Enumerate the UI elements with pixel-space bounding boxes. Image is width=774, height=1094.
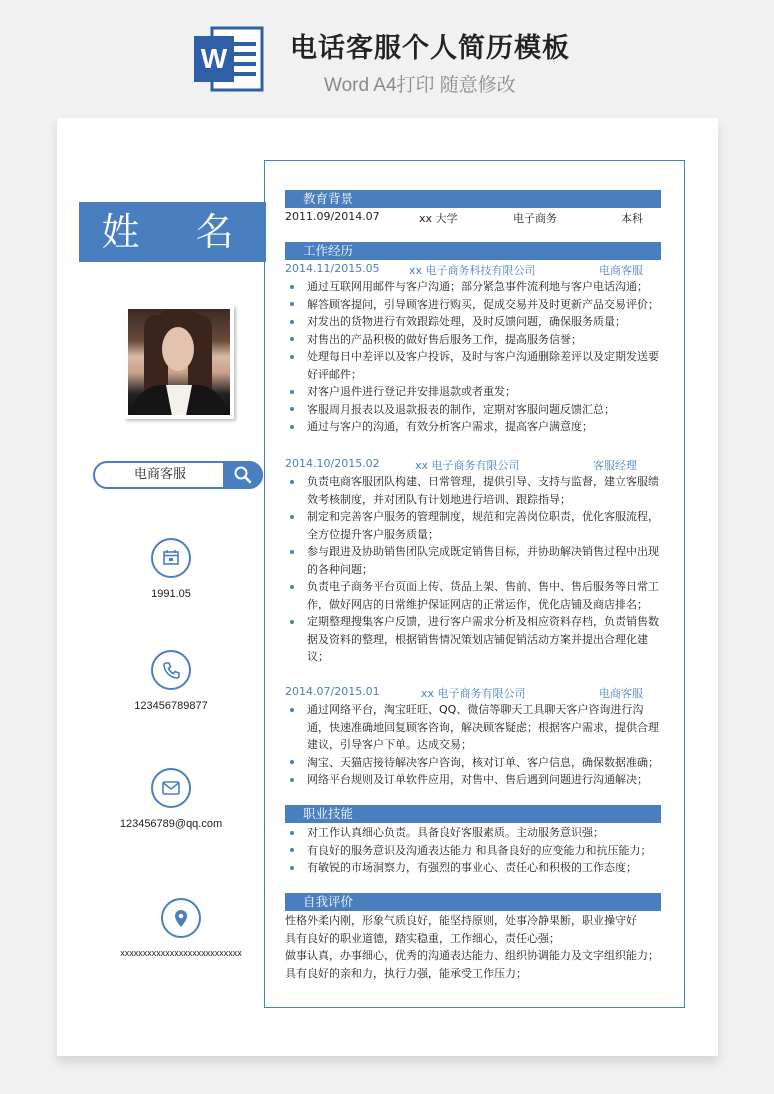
education-degree: 本科 — [621, 212, 643, 225]
job-role: 电商客服 — [599, 264, 643, 277]
education-school: xx 大学 — [419, 212, 458, 225]
list-item: 有良好的服务意识及沟通表达能力 和具备良好的应变能力和抗压能力； — [285, 842, 665, 860]
search-icon — [223, 461, 263, 489]
list-item: 参与跟进及协助销售团队完成既定销售目标，并协助解决销售过程中出现的各种问题； — [285, 543, 665, 578]
self-eval-text — [285, 912, 665, 982]
self-eval-line: 具有良好的职业道德，踏实稳重，工作细心，责任心强； — [285, 931, 560, 945]
list-item: 通过与客户的沟通，有效分析客户需求，提高客户满意度； — [285, 418, 665, 436]
job-role: 客服经理 — [593, 459, 637, 472]
job-title-box — [93, 461, 263, 489]
profile-photo — [124, 305, 234, 419]
education-period: 2011.09/2014.07 — [285, 210, 380, 223]
phone-icon — [153, 652, 189, 688]
list-item: 解答顾客提问，引导顾客进行购买，促成交易并及时更新产品交易评价； — [285, 296, 665, 314]
list-item: 客服周月报表以及退款报表的制作，定期对客服问题反馈汇总； — [285, 401, 665, 419]
job-duties-1 — [285, 278, 665, 436]
calendar-icon — [153, 540, 189, 576]
word-doc-icon — [192, 22, 266, 96]
list-item: 处理每日中差评以及客户投诉，及时与客户沟通删除差评以及定期发送要好评邮件； — [285, 348, 665, 383]
email-item — [91, 768, 251, 830]
list-item: 对工作认真细心负责。具备良好客服素质。主动服务意识强； — [285, 824, 665, 842]
address-item — [101, 898, 261, 958]
job-duties-3 — [285, 701, 665, 789]
resume-content — [264, 160, 685, 1008]
education-heading: 教育背景 — [285, 190, 661, 208]
skills-list — [285, 824, 665, 877]
list-item: 有敏锐的市场洞察力，有强烈的事业心、责任心和积极的工作态度； — [285, 859, 665, 877]
birth-date: 1991.05 — [151, 588, 191, 600]
resume-page — [57, 118, 718, 1056]
self-eval-heading: 自我评价 — [285, 893, 661, 911]
search-button — [223, 461, 263, 489]
job-duties-2 — [285, 473, 665, 666]
page-header — [0, 0, 774, 108]
list-item: 对售出的产品积极的做好售后服务工作，提高服务信誉； — [285, 331, 665, 349]
self-eval-line: 做事认真，办事细心，优秀的沟通表达能力、组织协调能力及文字组织能力； — [285, 949, 659, 962]
job-role: 电商客服 — [599, 687, 643, 700]
job-company: xx 电子商务有限公司 — [415, 459, 520, 472]
list-item: 定期整理搜集客户反馈，进行客户需求分析及相应资料存档，负责销售数据及资料的整理，根据销售情况策划店铺促销活动方案并提出合理化建议； — [285, 613, 665, 666]
list-item: 对客户退件进行登记并安排退款或者重发； — [285, 383, 665, 401]
page-title: 电话客服个人简历模板 — [290, 33, 570, 64]
list-item: 通过网络平台，淘宝旺旺、QQ、微信等聊天工具聊天客户咨询进行沟通，快速准确地回复顾客咨询，解决顾客疑虑；根据客户需求，提供合理建议，引导客户下单。达成交易； — [285, 701, 665, 754]
name-banner: 姓 名 — [79, 202, 266, 262]
list-item: 对发出的货物进行有效跟踪处理，及时反馈问题，确保服务质量； — [285, 313, 665, 331]
location-pin-icon — [163, 900, 199, 936]
list-item: 淘宝、天猫店接待解决客户咨询，核对订单、客户信息，确保数据准确； — [285, 754, 665, 772]
svg-text:W: W — [200, 43, 228, 74]
skills-heading: 职业技能 — [285, 805, 661, 823]
birth-item — [91, 538, 251, 600]
job-company: xx 电子商务科技有限公司 — [409, 264, 536, 277]
list-item: 负责电商客服团队构建、日常管理，提供引导、支持与监督，建立客服绩效考核制度，并对团队有计划地进行培训、跟踪指导； — [285, 473, 665, 508]
education-major: 电子商务 — [513, 212, 557, 225]
self-eval-line: 具有良好的亲和力，执行力强，能承受工作压力； — [285, 966, 527, 980]
job-period: 2014.07/2015.01 — [285, 685, 380, 698]
email-address: 123456789@qq.com — [119, 818, 223, 830]
self-eval-line: 性格外柔内刚，形象气质良好，能坚持原则，处事冷静果断，职业操守好 — [285, 914, 637, 927]
address-text: xxxxxxxxxxxxxxxxxxxxxxxxxxx — [120, 948, 242, 958]
phone-item — [91, 650, 251, 712]
job-period: 2014.11/2015.05 — [285, 262, 380, 275]
job-company: xx 电子商务有限公司 — [421, 687, 526, 700]
page-subtitle: Word A4打印 随意修改 — [324, 75, 516, 96]
list-item: 通过互联网用邮件与客户沟通；部分紧急事件流利地与客户电话沟通； — [285, 278, 665, 296]
work-heading: 工作经历 — [285, 242, 661, 260]
job-period: 2014.10/2015.02 — [285, 457, 380, 470]
list-item: 负责电子商务平台页面上传、货品上架、售前、售中、售后服务等日常工作，做好网店的日常维护保证网店的正常运作，优化店铺及商店排名； — [285, 578, 665, 613]
list-item: 网络平台规则及订单软件应用，对售中、售后遇到问题进行沟通解决； — [285, 771, 665, 789]
email-icon — [153, 770, 189, 806]
job-title-text: 电商客服 — [133, 467, 186, 482]
list-item: 制定和完善客户服务的管理制度，规范和完善岗位职责，优化客服流程，全方位提升客户服务质量； — [285, 508, 665, 543]
phone-number: 123456789877 — [134, 700, 208, 712]
